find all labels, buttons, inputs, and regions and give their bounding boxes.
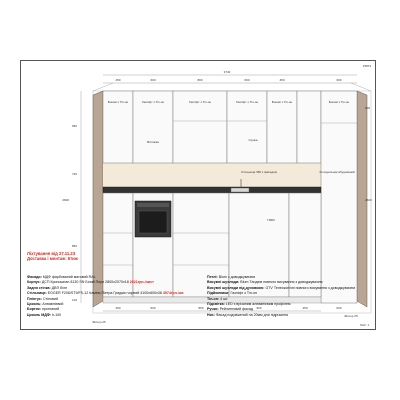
spec-row-handles: Ручки: Рейлинговий фасад bbox=[207, 307, 254, 312]
dim-base-6: 600 bbox=[336, 306, 342, 310]
spec-row-tipon: Тіп-он: 4 шт. bbox=[207, 296, 229, 301]
filler-left-label: Фільтр 25 bbox=[92, 320, 106, 324]
upper-cabinet-6 bbox=[297, 91, 321, 163]
dim-base-5: 450 bbox=[302, 306, 308, 310]
dim-base-4: 900 bbox=[256, 306, 262, 310]
label-tabletop: Стільниця 350 з фасадом bbox=[241, 170, 277, 174]
dim-base-2: 600 bbox=[150, 306, 156, 310]
spec-row-backpanel: Задня стінка: ДВП біле bbox=[27, 285, 68, 290]
oven bbox=[135, 201, 171, 237]
label-cab5: Бокові з Тіп-он bbox=[271, 100, 293, 104]
spec-row-hinges: Петлі: Blum з доводжувачем bbox=[207, 275, 255, 279]
headline-delivery: Доставка і монтаж: 6тиж bbox=[27, 256, 78, 262]
label-cab6: Бокові з Тіп-он bbox=[328, 100, 350, 104]
spec-row-bottom: Низ: Фасад подовжений на 20мм для підрізання bbox=[207, 312, 288, 317]
dim-top-3: 800 bbox=[197, 78, 203, 82]
oven-control-panel bbox=[137, 203, 169, 207]
oven-window bbox=[139, 211, 167, 233]
dim-base-3: 850 bbox=[198, 306, 204, 310]
spec-row-skirting: Плінтус: Стіновий bbox=[27, 296, 58, 301]
countertop bbox=[103, 187, 321, 193]
sink bbox=[231, 188, 249, 192]
spec-row-lighting: Підсвітка: LED з врізаним алюмінієвим профілем bbox=[207, 302, 291, 307]
dim-left-total: 2600 bbox=[62, 198, 69, 202]
wall-edge-left bbox=[93, 83, 113, 91]
label-fridge: Холодильник вбудований bbox=[319, 170, 355, 174]
spec-row-drawers: Висувні шухляди: Blum Тандем повного висування з доводжувачем bbox=[207, 280, 323, 285]
dim-top-6: 600 bbox=[336, 78, 342, 82]
spec-row-lifts: Підйомники: Газліфт з Тіп-он bbox=[207, 291, 257, 296]
spec-row-countertop: Стільниця: EGGER F206/ST9/FS-12 Камінь Піетра Гриджіо чорний 4100х600х38 4974грн./шт. bbox=[27, 291, 185, 296]
spec-row-oven-drawers: Висувні шухляди під духовкою: GTV Телескопічні повного висування з доводжувачем bbox=[207, 285, 355, 290]
label-cab1: Бокові з Тіп-он bbox=[107, 100, 129, 104]
dim-right-top: 600 bbox=[365, 106, 371, 110]
spec-row-border: Бортик: прогнаний bbox=[27, 307, 60, 312]
filler-right-label: Фільтр 25 bbox=[344, 314, 358, 318]
spec-left bbox=[27, 275, 184, 318]
page-number: Лист 1 bbox=[359, 323, 369, 327]
spec-row-mdf-plinth: Цоколь МДФ: h-100 bbox=[27, 312, 62, 317]
dim-total-width: 3740 bbox=[223, 70, 231, 74]
dim-top-4: 600 bbox=[244, 78, 250, 82]
spec-row-plinth: Цоколь: Алюмінієвий bbox=[27, 302, 64, 307]
spec-row-facades: Фасади: МДФ фарбований матовий RAL bbox=[27, 275, 96, 279]
label-hood: Витяжка bbox=[147, 140, 159, 144]
dim-top-1: 450 bbox=[115, 78, 121, 82]
wall-edge-right bbox=[351, 83, 371, 91]
dim-top-5: 450 bbox=[279, 78, 285, 82]
spec-right bbox=[207, 275, 355, 318]
drawing-sheet bbox=[20, 60, 376, 330]
label-cab2: Газліфт з Тіп-он bbox=[141, 100, 165, 104]
label-cab3: Газліфт з Тіп-он bbox=[188, 100, 212, 104]
dim-right-mid: 2600 bbox=[365, 198, 372, 202]
dim-left-2: 720 bbox=[71, 172, 77, 176]
headline-date: Ліхтування від 27.11.23 bbox=[27, 251, 76, 256]
dim-top-2: 600 bbox=[150, 78, 156, 82]
spec-row-body: Корпус: ДСП Кроношпан 8130 SN Білий Перл 2800х2070х18 2921грн./лист bbox=[27, 280, 154, 285]
headline bbox=[27, 251, 78, 262]
label-cab4: Газліфт з Тіп-он bbox=[235, 100, 259, 104]
sheet-code: 15873 bbox=[362, 64, 371, 68]
label-dryer: Сушка bbox=[248, 138, 258, 142]
dim-left-3: 860 bbox=[71, 244, 77, 248]
dim-base-1: 450 bbox=[115, 306, 121, 310]
label-dishwasher: ПММ bbox=[267, 218, 275, 222]
backsplash bbox=[103, 163, 321, 187]
dim-plinth: 120 bbox=[71, 298, 77, 302]
dim-left-1: 950 bbox=[71, 124, 77, 128]
